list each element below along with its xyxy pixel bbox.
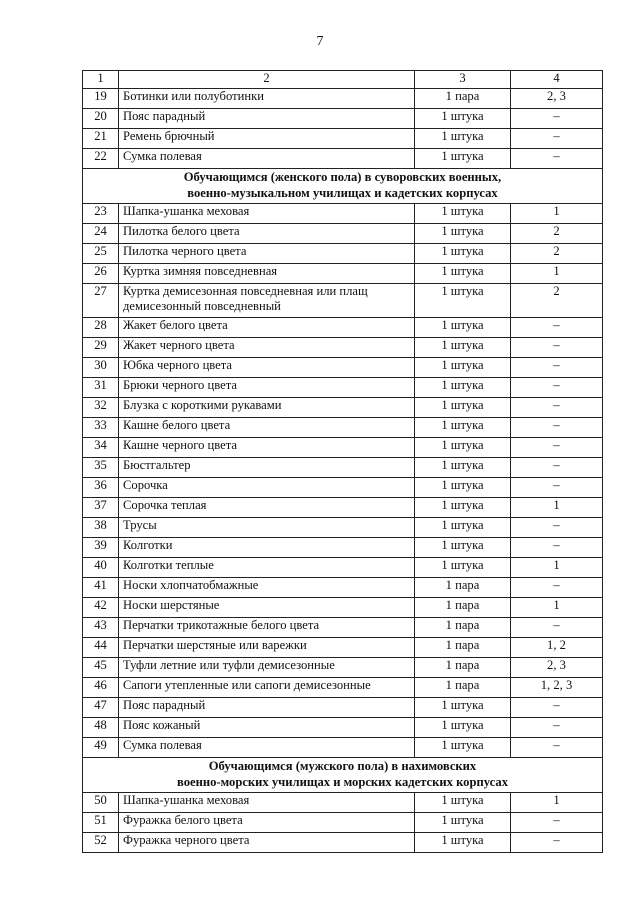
item-quantity: 1 пара: [415, 578, 511, 598]
item-quantity: 1 штука: [415, 698, 511, 718]
table-row: [83, 498, 603, 518]
table-row: [83, 658, 603, 678]
item-quantity: 1 штука: [415, 518, 511, 538]
row-number: 36: [83, 478, 119, 498]
table-row: [83, 264, 603, 284]
item-name: Кашне белого цвета: [119, 418, 415, 438]
item-quantity: 1 штука: [415, 224, 511, 244]
table-row: [83, 518, 603, 538]
item-quantity: 1 пара: [415, 618, 511, 638]
item-note: –: [511, 109, 603, 129]
item-quantity: 1 штука: [415, 558, 511, 578]
section-title: [83, 758, 603, 793]
table-row: [83, 129, 603, 149]
item-quantity: 1 штука: [415, 438, 511, 458]
item-note: –: [511, 378, 603, 398]
item-quantity: 1 штука: [415, 538, 511, 558]
item-note: –: [511, 538, 603, 558]
item-note: –: [511, 478, 603, 498]
item-note: 1: [511, 793, 603, 813]
item-quantity: 1 штука: [415, 109, 511, 129]
item-name: Фуражка белого цвета: [119, 813, 415, 833]
row-number: 50: [83, 793, 119, 813]
item-quantity: 1 штука: [415, 793, 511, 813]
table-header-row: [83, 71, 603, 89]
item-note: –: [511, 833, 603, 853]
item-quantity: 1 штука: [415, 738, 511, 758]
row-number: 26: [83, 264, 119, 284]
item-name: Пилотка черного цвета: [119, 244, 415, 264]
item-name: Куртка демисезонная повседневная или плащ демисезонный повседневный: [119, 284, 415, 318]
table-row: [83, 284, 603, 318]
row-number: 45: [83, 658, 119, 678]
item-name: Юбка черного цвета: [119, 358, 415, 378]
table-row: [83, 618, 603, 638]
section-title-line: Обучающимся (женского пола) в суворовских военных,: [183, 170, 502, 184]
item-note: 2: [511, 284, 603, 318]
row-number: 33: [83, 418, 119, 438]
table-body: [83, 71, 603, 853]
item-quantity: 1 пара: [415, 89, 511, 109]
row-number: 51: [83, 813, 119, 833]
row-number: 35: [83, 458, 119, 478]
item-name: Кашне черного цвета: [119, 438, 415, 458]
row-number: 47: [83, 698, 119, 718]
table-row: [83, 378, 603, 398]
item-quantity: 1 пара: [415, 678, 511, 698]
row-number: 25: [83, 244, 119, 264]
table-row: [83, 698, 603, 718]
item-name: Перчатки трикотажные белого цвета: [119, 618, 415, 638]
table-row: [83, 318, 603, 338]
item-quantity: 1 штука: [415, 833, 511, 853]
row-number: 37: [83, 498, 119, 518]
table-row: [83, 638, 603, 658]
table-row: [83, 204, 603, 224]
row-number: 39: [83, 538, 119, 558]
column-header: 2: [119, 71, 415, 89]
item-name: Бюстгальтер: [119, 458, 415, 478]
item-note: 1, 2, 3: [511, 678, 603, 698]
item-note: –: [511, 698, 603, 718]
item-quantity: 1 штука: [415, 129, 511, 149]
item-name: Носки хлопчатобмажные: [119, 578, 415, 598]
section-title-line: военно-морских училищах и морских кадетских корпусах: [177, 775, 508, 789]
item-name: Шапка-ушанка меховая: [119, 204, 415, 224]
item-name: Сумка полевая: [119, 738, 415, 758]
item-name: Сорочка теплая: [119, 498, 415, 518]
item-name: Сапоги утепленные или сапоги демисезонные: [119, 678, 415, 698]
row-number: 48: [83, 718, 119, 738]
row-number: 38: [83, 518, 119, 538]
item-quantity: 1 штука: [415, 478, 511, 498]
item-note: 1: [511, 204, 603, 224]
row-number: 44: [83, 638, 119, 658]
item-note: –: [511, 718, 603, 738]
item-note: –: [511, 458, 603, 478]
row-number: 52: [83, 833, 119, 853]
item-name: Фуражка черного цвета: [119, 833, 415, 853]
item-name: Сорочка: [119, 478, 415, 498]
section-header-row: [83, 169, 603, 204]
item-quantity: 1 пара: [415, 658, 511, 678]
item-quantity: 1 штука: [415, 264, 511, 284]
item-name: Жакет белого цвета: [119, 318, 415, 338]
table-row: [83, 224, 603, 244]
table-row: [83, 598, 603, 618]
item-note: –: [511, 578, 603, 598]
item-name: Колготки теплые: [119, 558, 415, 578]
section-title: [83, 169, 603, 204]
item-quantity: 1 штука: [415, 398, 511, 418]
item-note: –: [511, 518, 603, 538]
table-row: [83, 718, 603, 738]
item-quantity: 1 штука: [415, 378, 511, 398]
item-note: 2, 3: [511, 89, 603, 109]
item-quantity: 1 штука: [415, 204, 511, 224]
item-note: –: [511, 129, 603, 149]
row-number: 41: [83, 578, 119, 598]
row-number: 29: [83, 338, 119, 358]
item-quantity: 1 штука: [415, 244, 511, 264]
table-row: [83, 458, 603, 478]
row-number: 28: [83, 318, 119, 338]
item-quantity: 1 штука: [415, 458, 511, 478]
row-number: 43: [83, 618, 119, 638]
row-number: 20: [83, 109, 119, 129]
item-name: Ботинки или полуботинки: [119, 89, 415, 109]
table-row: [83, 109, 603, 129]
table-row: [83, 578, 603, 598]
row-number: 22: [83, 149, 119, 169]
table-row: [83, 89, 603, 109]
section-title-line: Обучающимся (мужского пола) в нахимовских: [208, 759, 477, 773]
item-quantity: 1 штука: [415, 358, 511, 378]
item-note: –: [511, 149, 603, 169]
uniform-items-table: [82, 70, 603, 853]
item-name: Носки шерстяные: [119, 598, 415, 618]
item-note: 1: [511, 598, 603, 618]
item-name: Пояс парадный: [119, 698, 415, 718]
item-quantity: 1 штука: [415, 498, 511, 518]
table-row: [83, 738, 603, 758]
column-header: 1: [83, 71, 119, 89]
page-number: 7: [316, 34, 324, 49]
item-quantity: 1 штука: [415, 338, 511, 358]
item-quantity: 1 штука: [415, 418, 511, 438]
item-name: Пояс парадный: [119, 109, 415, 129]
row-number: 34: [83, 438, 119, 458]
table-row: [83, 678, 603, 698]
item-name: Блузка с короткими рукавами: [119, 398, 415, 418]
item-quantity: 1 штука: [415, 318, 511, 338]
item-quantity: 1 штука: [415, 718, 511, 738]
row-number: 19: [83, 89, 119, 109]
item-name: Сумка полевая: [119, 149, 415, 169]
item-note: 1: [511, 498, 603, 518]
item-name: Куртка зимняя повседневная: [119, 264, 415, 284]
table-row: [83, 338, 603, 358]
item-name: Колготки: [119, 538, 415, 558]
item-name: Брюки черного цвета: [119, 378, 415, 398]
item-name: Туфли летние или туфли демисезонные: [119, 658, 415, 678]
item-quantity: 1 штука: [415, 149, 511, 169]
item-name: Пилотка белого цвета: [119, 224, 415, 244]
item-quantity: 1 пара: [415, 598, 511, 618]
item-quantity: 1 штука: [415, 284, 511, 318]
row-number: 40: [83, 558, 119, 578]
table-row: [83, 813, 603, 833]
table-row: [83, 833, 603, 853]
item-note: 1, 2: [511, 638, 603, 658]
table-row: [83, 418, 603, 438]
table-row: [83, 398, 603, 418]
table-row: [83, 149, 603, 169]
item-note: –: [511, 418, 603, 438]
item-note: –: [511, 338, 603, 358]
item-note: 2, 3: [511, 658, 603, 678]
item-note: –: [511, 813, 603, 833]
item-note: 1: [511, 264, 603, 284]
table-row: [83, 538, 603, 558]
item-name: Пояс кожаный: [119, 718, 415, 738]
table-row: [83, 793, 603, 813]
section-title-line: военно-музыкальном училищах и кадетских корпусах: [187, 186, 498, 200]
row-number: 24: [83, 224, 119, 244]
table-row: [83, 558, 603, 578]
item-note: –: [511, 618, 603, 638]
column-header: 4: [511, 71, 603, 89]
row-number: 46: [83, 678, 119, 698]
section-header-row: [83, 758, 603, 793]
item-note: –: [511, 398, 603, 418]
row-number: 27: [83, 284, 119, 318]
item-name: Жакет черного цвета: [119, 338, 415, 358]
item-note: –: [511, 318, 603, 338]
column-header: 3: [415, 71, 511, 89]
item-name: Шапка-ушанка меховая: [119, 793, 415, 813]
row-number: 30: [83, 358, 119, 378]
item-name: Трусы: [119, 518, 415, 538]
row-number: 42: [83, 598, 119, 618]
table-row: [83, 244, 603, 264]
item-note: –: [511, 358, 603, 378]
table-row: [83, 358, 603, 378]
row-number: 49: [83, 738, 119, 758]
item-name: Ремень брючный: [119, 129, 415, 149]
row-number: 23: [83, 204, 119, 224]
row-number: 32: [83, 398, 119, 418]
item-note: –: [511, 738, 603, 758]
item-name: Перчатки шерстяные или варежки: [119, 638, 415, 658]
item-quantity: 1 пара: [415, 638, 511, 658]
item-note: –: [511, 438, 603, 458]
item-note: 2: [511, 224, 603, 244]
item-quantity: 1 штука: [415, 813, 511, 833]
item-note: 2: [511, 244, 603, 264]
row-number: 21: [83, 129, 119, 149]
item-note: 1: [511, 558, 603, 578]
table-row: [83, 478, 603, 498]
row-number: 31: [83, 378, 119, 398]
table-row: [83, 438, 603, 458]
